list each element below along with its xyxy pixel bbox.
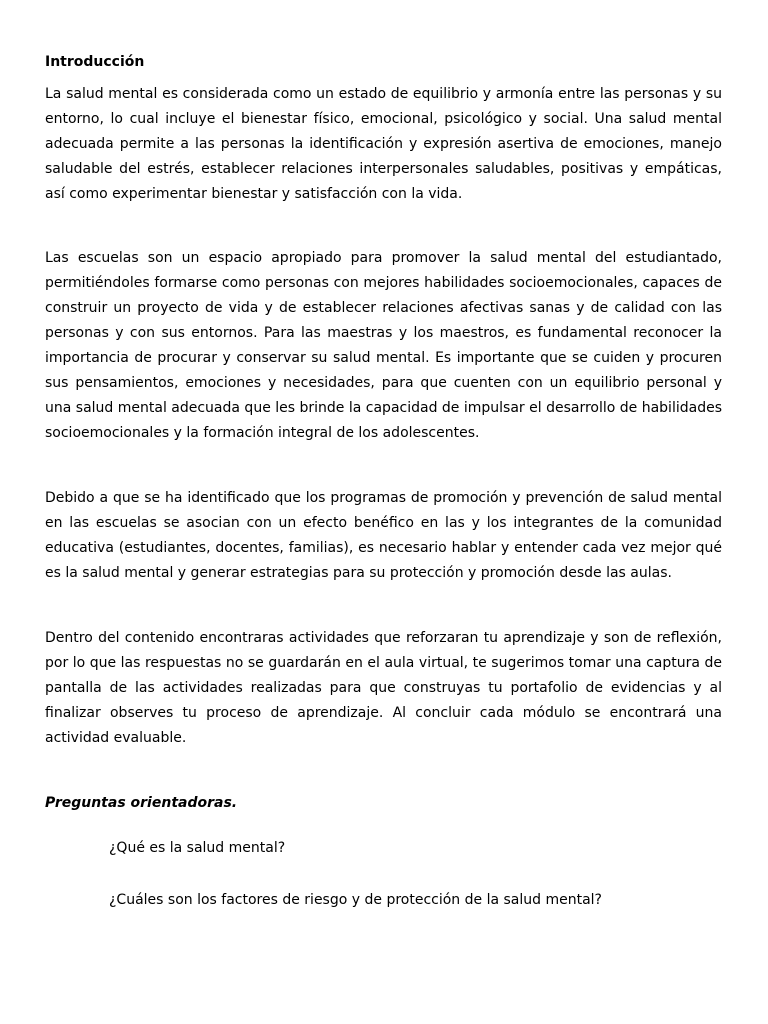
question-item: ¿Cuáles son los factores de riesgo y de protección de la salud mental? (109, 892, 602, 908)
paragraph-programs: Debido a que se ha identificado que los programas de promoción y prevención de salud mental en las escuelas se asocian con un efecto benéfico en las y los integrantes de la comunidad educativa (estudiantes, docentes, familias), es necesario hablar y entender cada vez mejor qué es la salud mental y generar estrategias para su protección y promoción desde las aulas. (45, 490, 722, 581)
document-heading: Introducción (45, 54, 145, 70)
question-item: ¿Qué es la salud mental? (109, 840, 286, 856)
paragraph-schools: Las escuelas son un espacio apropiado para promover la salud mental del estudiantado, permitiéndoles formarse como personas con mejores habilidades socioemocionales, capaces de construir un proyecto de vida y de establecer relaciones afectivas sanas y de calidad con las personas y con sus entornos. Para las maestras y los maestros, es fundamental reconocer la importancia de procurar y conservar su salud mental. Es importante que se cuiden y procuren sus pensamientos, emociones y necesidades, para que cuenten con un equilibrio personal y una salud mental adecuada que les brinde la capacidad de impulsar el desarrollo de habilidades socioemocionales y la formación integral de los adolescentes. (45, 250, 722, 441)
paragraph-activities: Dentro del contenido encontraras actividades que reforzaran tu aprendizaje y son de reflexión, por lo que las respuestas no se guardarán en el aula virtual, te sugerimos tomar una captura de pantalla de las actividades realizadas para que construyas tu portafolio de evidencias y al finalizar observes tu proceso de aprendizaje. Al concluir cada módulo se encontrará una actividad evaluable. (45, 630, 722, 746)
document-page (45, 50, 722, 913)
paragraph-intro: La salud mental es considerada como un estado de equilibrio y armonía entre las personas y su entorno, lo cual incluye el bienestar físico, emocional, psicológico y social. Una salud mental adecuada permite a las personas la identificación y expresión asertiva de emociones, manejo saludable del estrés, establecer relaciones interpersonales saludables, positivas y empáticas, así como experimentar bienestar y satisfacción con la vida. (45, 86, 722, 202)
questions-title: Preguntas orientadoras. (45, 795, 238, 811)
